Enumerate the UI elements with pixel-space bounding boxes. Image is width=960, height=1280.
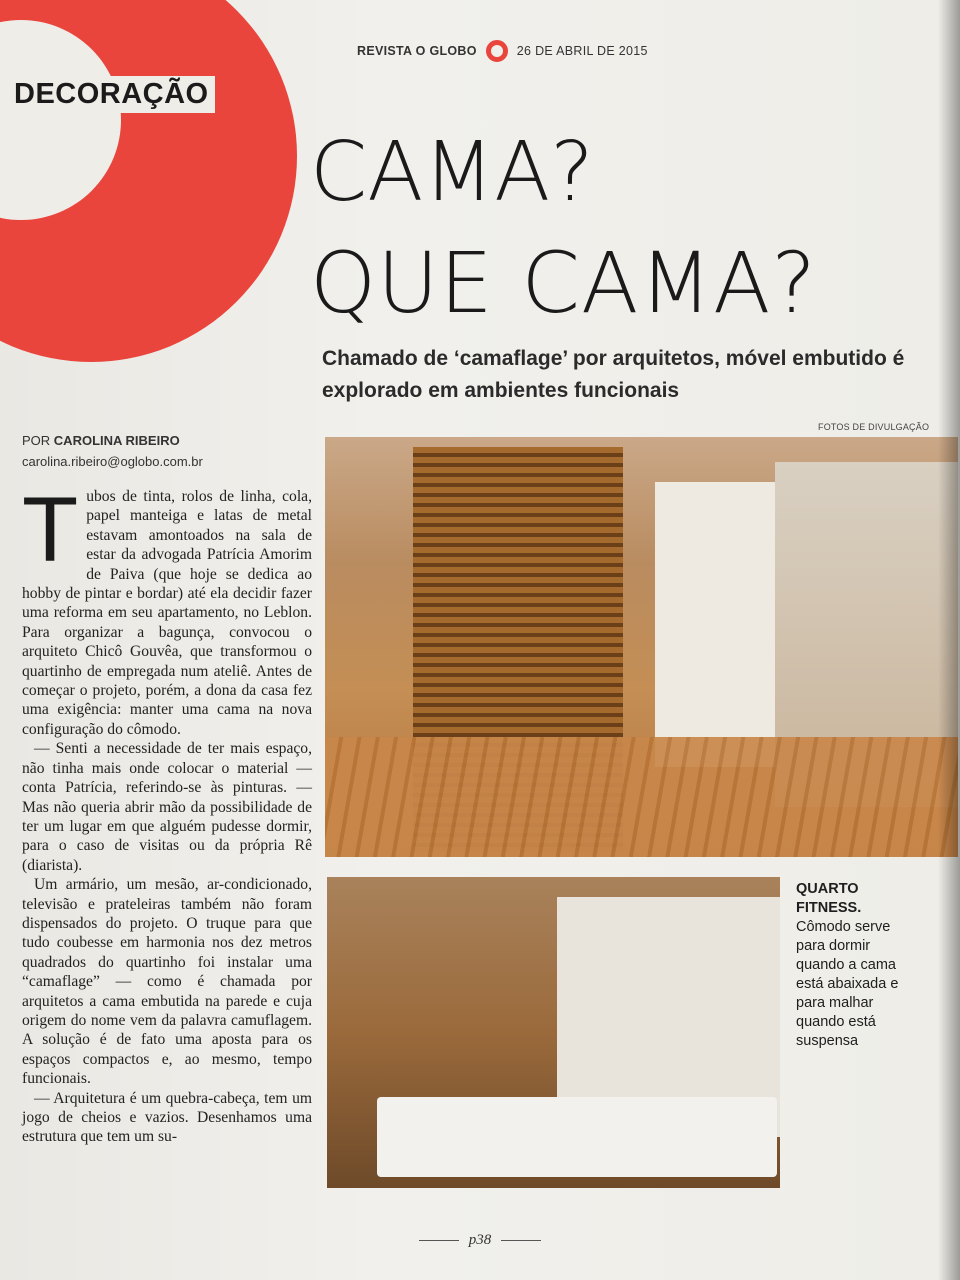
headline-line-2: QUE CAMA? [310,234,818,332]
author-name: CAROLINA RIBEIRO [53,433,180,448]
paragraph-4: — Arquitetura é um quebra-cabeça, tem um jogo de cheios e vazios. Desenhamos uma estrutura que tem um su- [22,1089,312,1146]
photo-room-bed-down [327,877,780,1188]
red-o-logo-hole [0,20,121,220]
photo-caption [796,880,916,1051]
headline [310,118,817,338]
headline-line-1: CAMA? [310,125,594,220]
caption-text: Cômodo serve para dormir quando a cama está abaixada e para malhar quando está suspensa [796,919,899,1049]
paragraph-1-text: ubos de tinta, rolos de linha, cola, papel manteiga e latas de metal estavam amontoados na sala de estar da advogada Patrícia Amorim de Paiva (que hoje se dedica ao hobby de pintar e bordar) até ela decidir fazer uma reforma em seu apartamento, no Leblon. Para organizar a bagunça, convocou o arquiteto Chicô Gouvêa, que transformou o quartinho de empregada num ateliê. Antes de começar o projeto, porém, a dona da casa fez uma exigência: manter uma cama na nova configuração do cômodo. [22,488,312,738]
wood-floor [325,737,958,857]
page-number: p38 [0,1232,960,1249]
paragraph-3: Um armário, um mesão, ar-condicionado, televisão e prateleiras também não foram dispensados do projeto. O truque para que tudo coubesse em harmonia nos dez metros quadrados do quartinho foi instalar uma “camaflage” — como é chamada por arquitetos a cama embutida na parede e cuja origem do nome vem da palavra camuflagem. A solução é de fato uma aposta para os espaços compactos e, ao mesmo, tempo funcionais. [22,876,312,1088]
photo-room-bed-folded [325,437,958,857]
subheadline: Chamado de ‘camaflage’ por arquitetos, móvel embutido é explorado em ambientes funcionais [322,347,905,402]
red-o-logo [0,0,297,362]
issue-date: 26 DE ABRIL DE 2015 [516,44,648,58]
paragraph-2: — Senti a necessidade de ter mais espaço, não tinha mais onde colocar o material — conta Patrícia, referindo-se às pinturas. — Mas não queria abrir mão da possibilidade de ter um lugar em que alguém pudesse dormir, para o caso de visitas ou da própria Rê (diarista). [22,740,312,874]
photo-credit: FOTOS DE DIVULGAÇÃO [818,422,930,432]
article-body [22,479,312,1147]
o-globo-logo-icon [486,40,508,62]
author-email: carolina.ribeiro@oglobo.com.br [22,454,203,469]
paragraph-1 [22,479,312,739]
caption-title: QUARTO FITNESS. [796,881,862,916]
white-cabinet [655,482,775,767]
byline [22,433,180,448]
bed [377,1097,777,1177]
masthead [357,40,648,62]
page-edge-shadow [938,0,960,1280]
drop-cap: T [22,479,79,581]
publication-name: REVISTA O GLOBO [357,44,477,58]
byline-prefix: POR [22,433,51,448]
section-label: DECORAÇÃO [8,76,215,113]
